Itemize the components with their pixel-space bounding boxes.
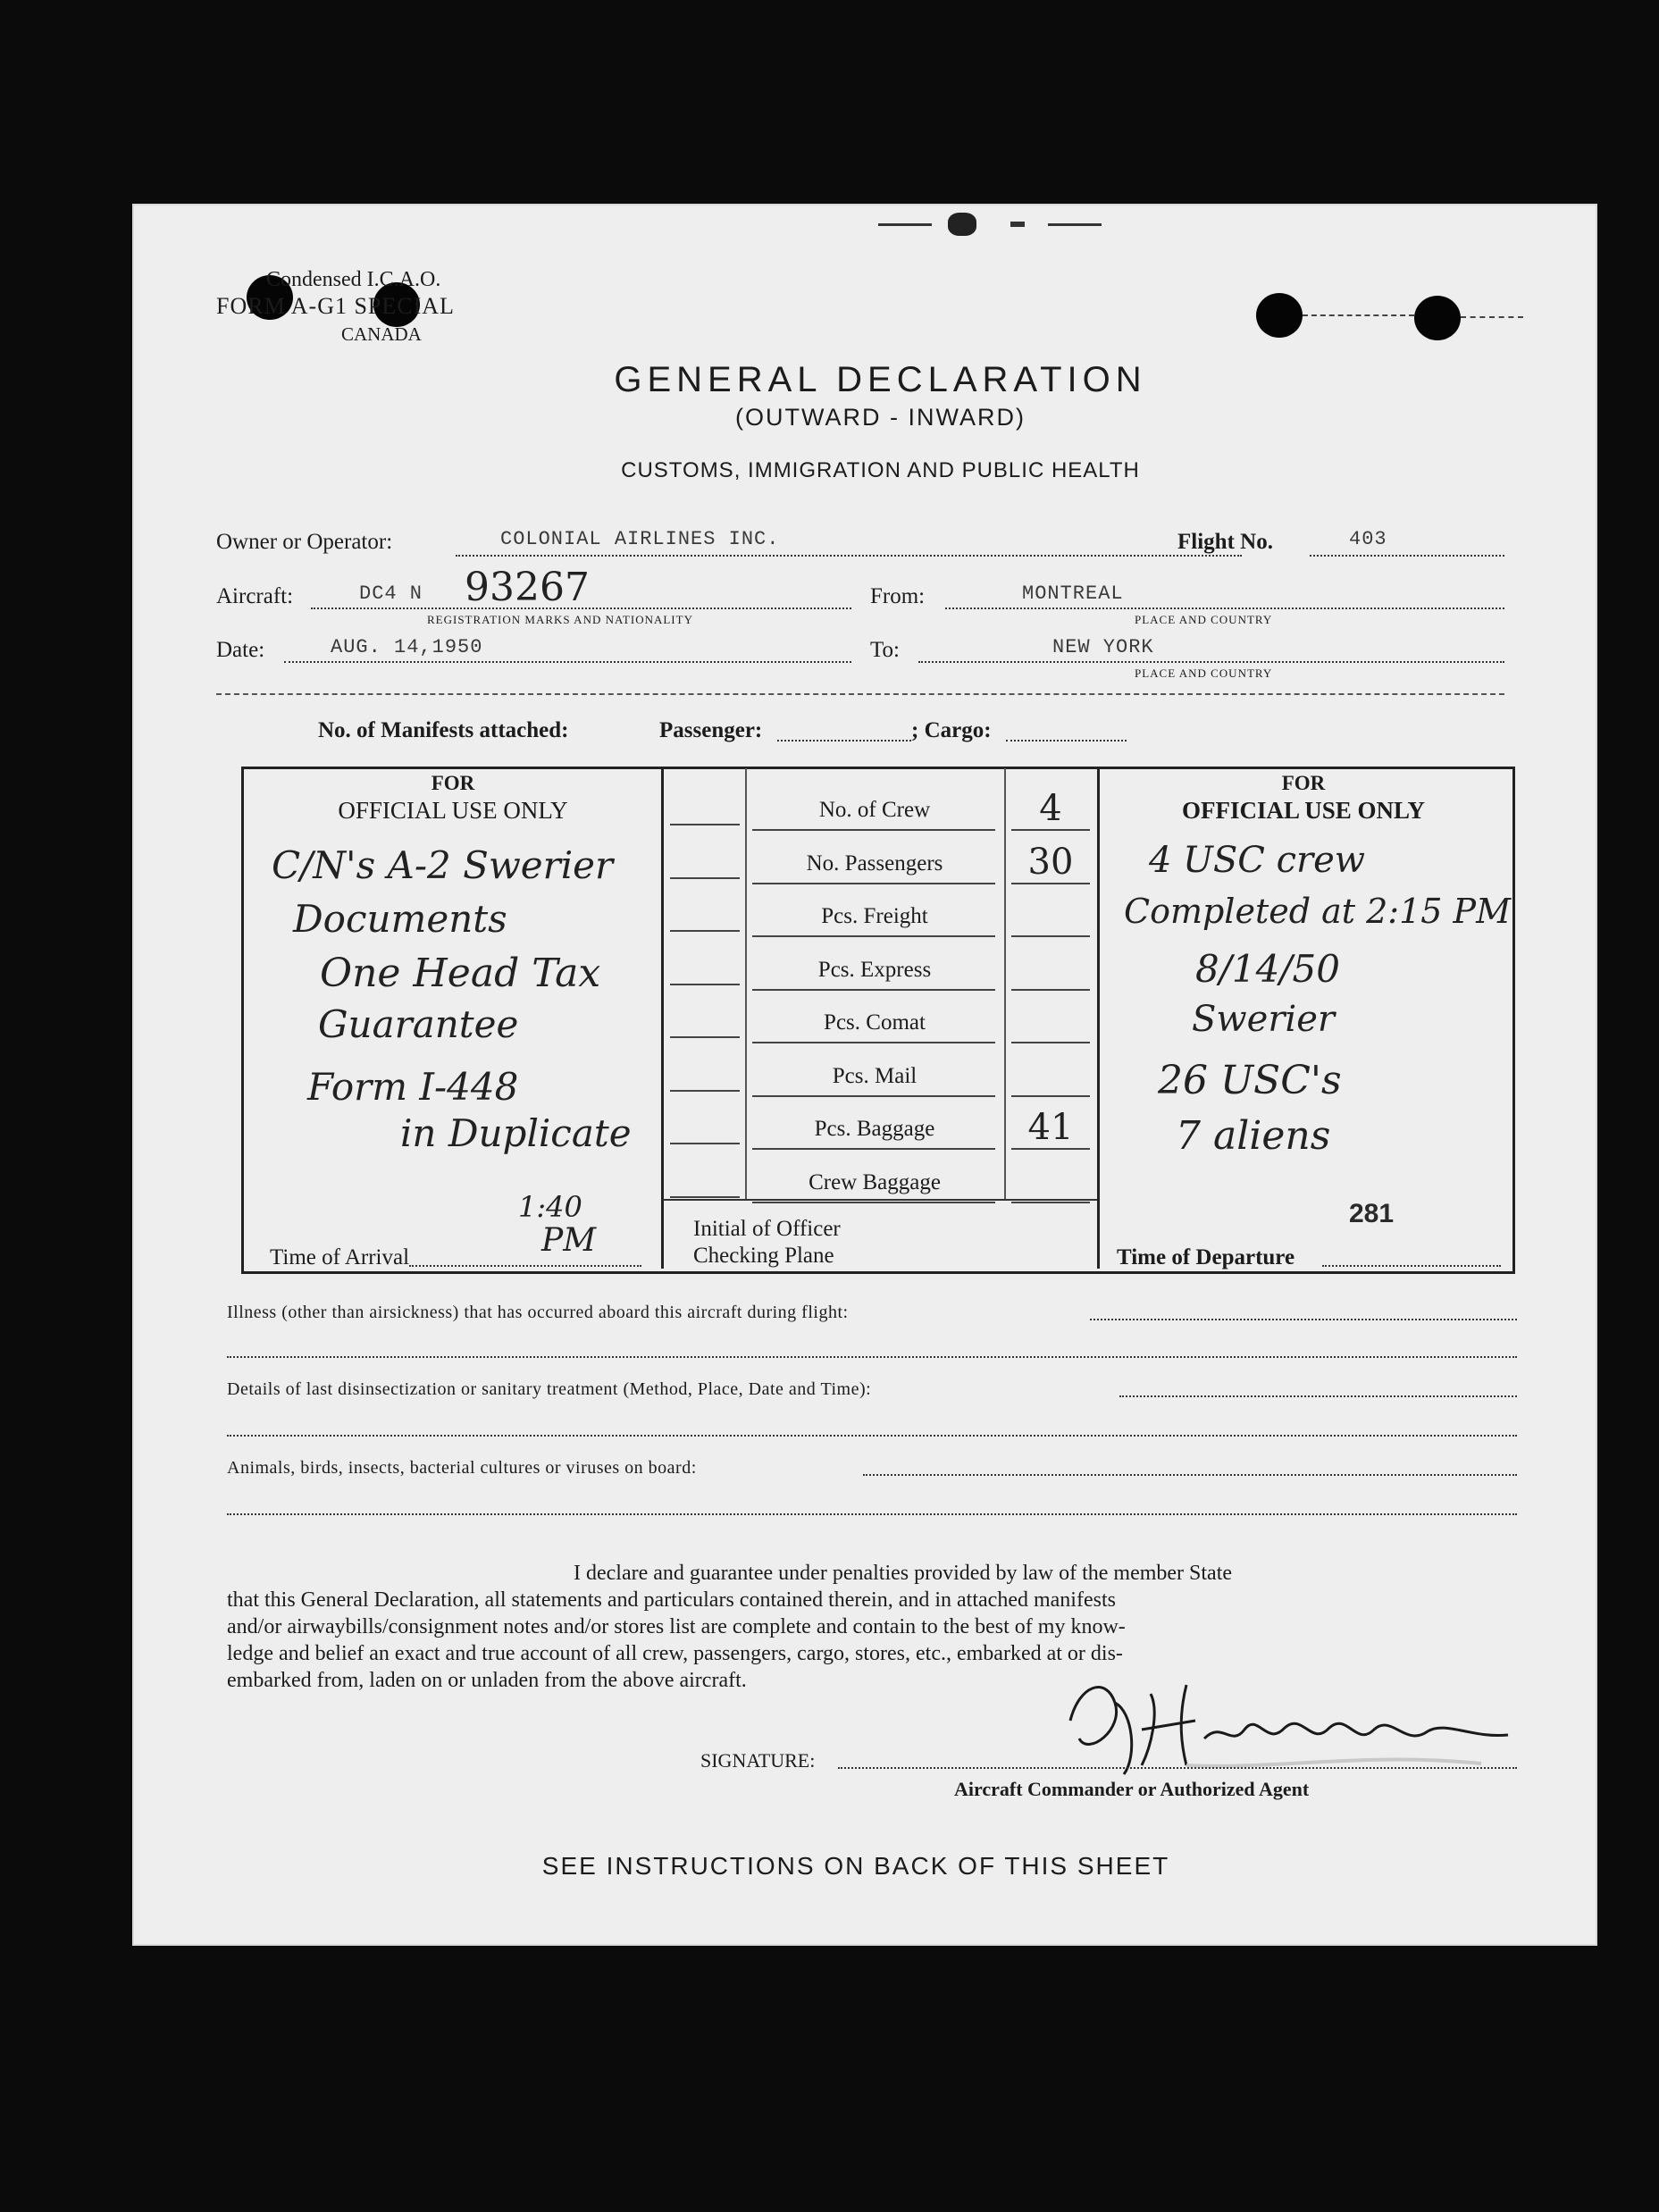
left-note-1: C/N's A-2 Swerier <box>272 843 614 887</box>
right-official-header: FOR <box>1281 772 1326 794</box>
count-row-label: Pcs. Mail <box>832 1063 917 1088</box>
aircraft-registration: 93267 <box>465 565 590 610</box>
count-row <box>663 892 1097 946</box>
count-row <box>663 1159 1097 1212</box>
manifests-label: No. of Manifests attached: <box>318 718 569 742</box>
right-official-subheader: OFFICIAL USE ONLY <box>1181 797 1426 824</box>
declaration-line-2: that this General Declaration, all statements and particulars contained therein, and in attached manifests <box>227 1588 1116 1612</box>
right-note-4: Swerier <box>1192 999 1336 1040</box>
flight-value: 403 <box>1349 528 1387 550</box>
count-row-label: Crew Baggage <box>809 1169 941 1194</box>
page-subtitle: (OUTWARD - INWARD) <box>735 404 1026 431</box>
handwritten-signature <box>1052 1658 1517 1783</box>
count-row <box>663 999 1097 1052</box>
count-row-value: 4 <box>1039 787 1062 829</box>
count-row-value: 41 <box>1027 1106 1074 1148</box>
to-place-caption: PLACE AND COUNTRY <box>1135 666 1273 680</box>
count-row <box>663 946 1097 1000</box>
punch-hole-icon <box>1256 293 1303 338</box>
passenger-label: Passenger: <box>659 718 763 742</box>
signature-caption: Aircraft Commander or Authorized Agent <box>954 1778 1310 1800</box>
count-row-label: Pcs. Baggage <box>814 1116 935 1141</box>
left-note-4: Guarantee <box>318 1002 519 1046</box>
footer-instructions: SEE INSTRUCTIONS ON BACK OF THIS SHEET <box>541 1852 1170 1880</box>
from-value: MONTREAL <box>1022 582 1124 605</box>
left-note-2: Documents <box>293 897 507 941</box>
document-sheet <box>132 204 1597 1946</box>
form-header-line2: FORM A-G1 SPECIAL <box>216 293 455 319</box>
count-row-label: No. of Crew <box>818 797 931 822</box>
owner-label: Owner or Operator: <box>216 530 393 554</box>
arrival-value-2: PM <box>541 1222 597 1259</box>
from-place-caption: PLACE AND COUNTRY <box>1135 613 1273 626</box>
cargo-label: ; Cargo: <box>911 718 992 742</box>
top-smudge-marks <box>878 213 1173 234</box>
animals-label: Animals, birds, insects, bacterial cultures or viruses on board: <box>227 1458 697 1478</box>
checking-plane-label: Checking Plane <box>693 1244 834 1268</box>
right-note-1: 4 USC crew <box>1149 840 1366 881</box>
registration-caption: REGISTRATION MARKS AND NATIONALITY <box>427 613 693 626</box>
owner-value: COLONIAL AIRLINES INC. <box>500 528 780 550</box>
declaration-line-5: embarked from, laden on or unladen from the above aircraft. <box>227 1669 747 1692</box>
left-official-header: FOR <box>431 772 475 794</box>
punch-hole-icon <box>1414 296 1461 340</box>
declaration-line-3: and/or airwaybills/consignment notes and/or stores list are complete and contain to the best of my know- <box>227 1615 1126 1638</box>
right-note-6: 7 aliens <box>1176 1113 1331 1159</box>
left-note-3: One Head Tax <box>320 951 601 996</box>
count-row-label: No. Passengers <box>806 850 943 876</box>
initial-officer-label: Initial of Officer <box>693 1217 841 1241</box>
count-row-label: Pcs. Express <box>817 957 932 982</box>
disinsectization-label: Details of last disinsectization or sanitary treatment (Method, Place, Date and Time): <box>227 1379 872 1399</box>
page-title: GENERAL DECLARATION <box>614 360 1147 399</box>
to-label: To: <box>870 638 900 662</box>
count-row <box>663 1052 1097 1106</box>
count-row <box>663 786 1097 840</box>
to-value: NEW YORK <box>1052 636 1154 658</box>
aircraft-label: Aircraft: <box>216 584 294 608</box>
departure-label: Time of Departure <box>1117 1245 1295 1269</box>
date-label: Date: <box>216 638 265 662</box>
count-row-label: Pcs. Comat <box>824 1010 926 1035</box>
count-row <box>663 840 1097 893</box>
illness-label: Illness (other than airsickness) that has occurred aboard this aircraft during flight: <box>227 1303 849 1322</box>
right-note-3: 8/14/50 <box>1195 947 1340 991</box>
stamp-number: 281 <box>1349 1199 1395 1228</box>
right-note-2: Completed at 2:15 PM <box>1124 892 1512 931</box>
agencies-heading: CUSTOMS, IMMIGRATION AND PUBLIC HEALTH <box>621 458 1140 482</box>
right-note-5: 26 USC's <box>1158 1058 1342 1103</box>
signature-label: SIGNATURE: <box>700 1749 816 1772</box>
arrival-label: Time of Arrival <box>270 1245 410 1269</box>
left-note-6: in Duplicate <box>400 1111 632 1155</box>
count-row <box>663 1105 1097 1159</box>
declaration-line-1: I declare and guarantee under penalties provided by law of the member State <box>574 1562 1233 1585</box>
declaration-line-4: ledge and belief an exact and true account of all crew, passengers, cargo, stores, etc., embarked at or dis- <box>227 1642 1123 1665</box>
aircraft-type: DC4 N <box>359 582 423 605</box>
date-value: AUG. 14,1950 <box>331 636 483 658</box>
left-note-5: Form I-448 <box>307 1065 519 1109</box>
form-header-line1: Condensed I.C.A.O. <box>266 268 441 291</box>
flight-label: Flight No. <box>1177 530 1273 554</box>
arrival-value-1: 1:40 <box>518 1190 582 1224</box>
from-label: From: <box>870 584 926 608</box>
left-official-subheader: OFFICIAL USE ONLY <box>338 797 568 824</box>
form-header-line3: CANADA <box>341 323 422 345</box>
count-row-label: Pcs. Freight <box>821 903 928 928</box>
count-row-value: 30 <box>1027 841 1074 883</box>
